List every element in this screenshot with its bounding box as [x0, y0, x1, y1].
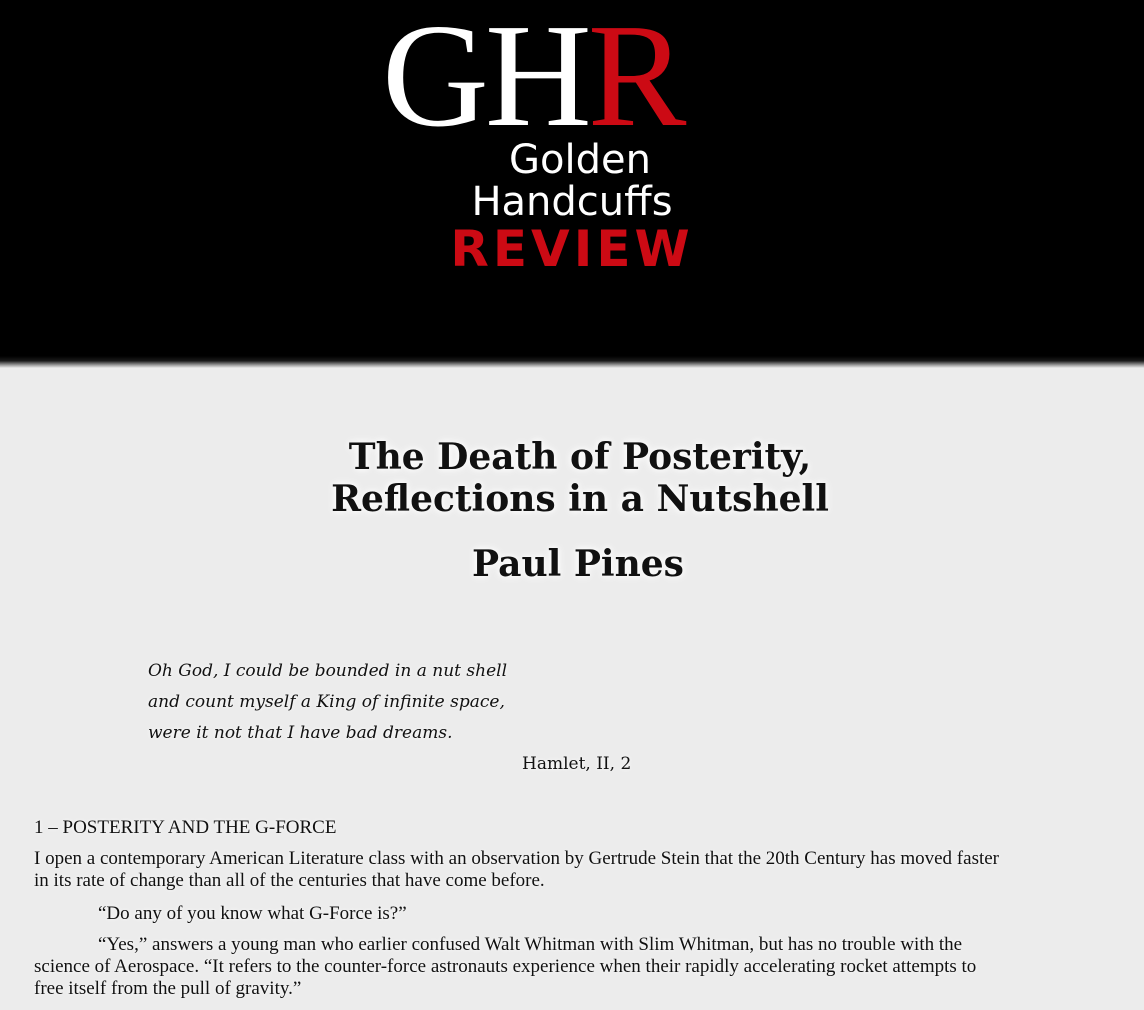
body-paragraph — [34, 903, 1124, 925]
body-paragraph — [34, 848, 1124, 892]
paragraph-line: science of Aerospace. “It refers to the counter-force astronauts experience when their rapidly accelerating rocket attempts to — [34, 956, 977, 977]
title-line: Reflections in a Nutshell — [331, 478, 829, 520]
section-heading: 1 – POSTERITY AND THE G-FORCE — [34, 817, 337, 838]
paragraph-line: “Do any of you know what G-Force is?” — [98, 903, 407, 924]
logo-word-handcuffs: Handcuffs — [471, 179, 673, 225]
ghr-logo-mark[interactable] — [382, 0, 782, 158]
epigraph-line: were it not that I have bad dreams. — [148, 723, 453, 743]
header-torn-edge — [0, 356, 1144, 368]
logo-word-golden: Golden — [509, 137, 651, 183]
body-paragraph — [34, 934, 1124, 1000]
paragraph-line: “Yes,” answers a young man who earlier confused Walt Whitman with Slim Whitman, but has no trouble with the — [98, 934, 963, 955]
paragraph-line: free itself from the pull of gravity.” — [34, 978, 302, 999]
article-title — [0, 436, 1144, 520]
paragraph-line: in its rate of change than all of the centuries that have come before. — [34, 870, 545, 891]
epigraph-line: Oh God, I could be bounded in a nut shell — [148, 661, 508, 681]
article-author: Paul Pines — [472, 543, 684, 585]
site-header — [0, 0, 1144, 362]
epigraph — [148, 656, 507, 749]
logo-letter-red: R — [587, 0, 683, 158]
epigraph-line: and count myself a King of infinite space, — [148, 692, 505, 712]
paragraph-line: I open a contemporary American Literature class with an observation by Gertrude Stein that the 20th Century has moved faster — [34, 848, 1000, 869]
logo-letters-white: GH — [382, 0, 588, 158]
epigraph-source: Hamlet, II, 2 — [522, 754, 632, 774]
title-line: The Death of Posterity, — [348, 436, 812, 478]
logo-word-review: REVIEW — [450, 220, 694, 278]
